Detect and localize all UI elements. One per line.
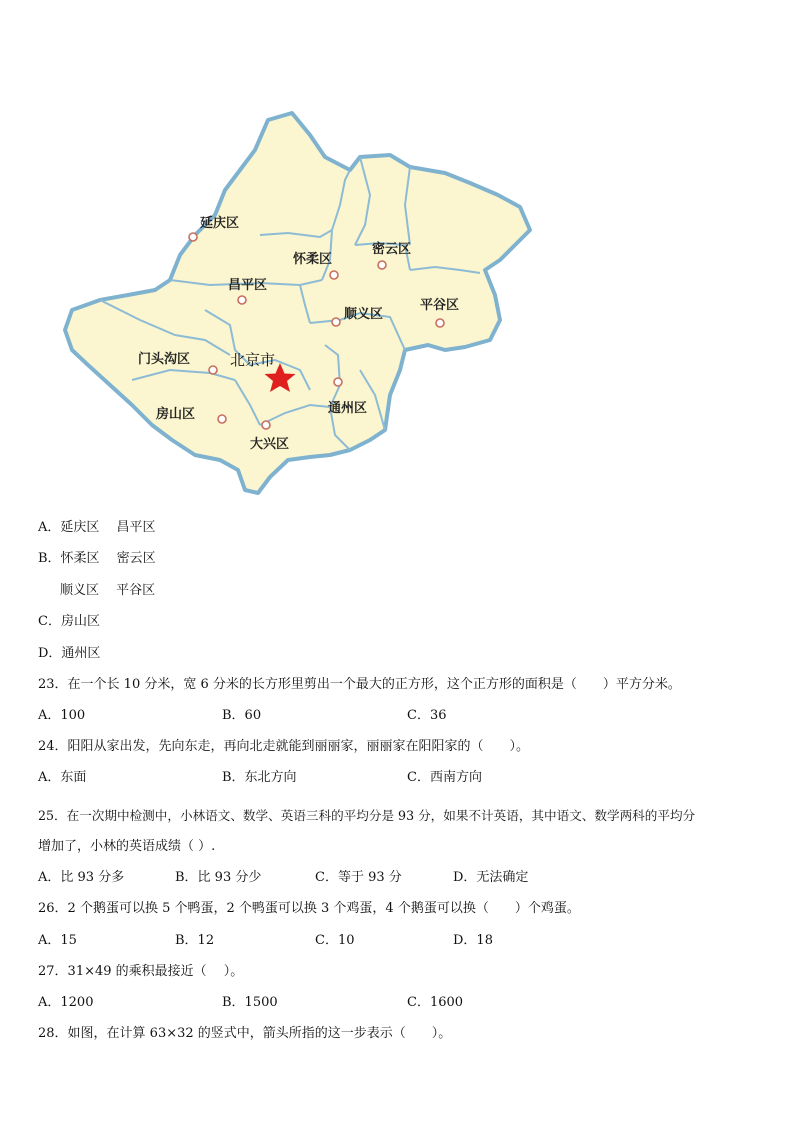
q26-stem: 26．2 个鹅蛋可以换 5 个鸭蛋，2 个鸭蛋可以换 3 个鸡蛋，4 个鹅蛋可以换（ ）个鸡蛋。: [38, 901, 580, 916]
q24-stem: 24．阳阳从家出发，先向东走，再向北走就能到丽丽家，丽丽家在阳阳家的（ ）。: [38, 739, 530, 754]
q24-option-a: A．东面: [38, 770, 87, 785]
q22-option-c: C．房山区: [38, 614, 100, 629]
q25-stem-line1: 25．在一次期中检测中，小林语文、数学、英语三科的平均分是 93 分，如果不计英语，其中语文、数学两科的平均分: [38, 808, 696, 823]
map-label-miyun: 密云区: [372, 242, 412, 257]
q27-option-c: C．1600: [407, 995, 464, 1010]
q24-option-c: C．西南方向: [407, 770, 482, 785]
q25-option-d: D．无法确定: [453, 870, 529, 885]
map-dot-yanqing: [189, 233, 197, 241]
q25-option-b: B．比 93 分少: [175, 870, 262, 885]
map-label-shunyi: 顺义区: [344, 307, 384, 322]
q22-option-a: A．延庆区 昌平区: [38, 520, 156, 535]
q26-option-a: A．15: [38, 933, 77, 948]
map-label-pinggu: 平谷区: [420, 298, 460, 313]
map-dot-fangshan: [218, 415, 226, 423]
q22-option-b-line1: B．怀柔区 密云区: [38, 551, 156, 566]
q25-option-a: A．比 93 分多: [38, 870, 125, 885]
map-dot-huairou: [330, 271, 338, 279]
q22-option-d: D．通州区: [38, 646, 101, 661]
map-label-huairou: 怀柔区: [293, 252, 333, 267]
q22-option-b-line2: 顺义区 平谷区: [60, 583, 156, 598]
map-dot-changping: [238, 296, 246, 304]
beijing-map: [60, 95, 540, 505]
map-dot-shunyi: [332, 318, 340, 326]
q27-stem: 27．31×49 的乘积最接近（ ）。: [38, 964, 244, 979]
q23-option-a: A．100: [38, 708, 86, 723]
q27-option-b: B．1500: [222, 995, 278, 1010]
q28-stem: 28．如图，在计算 63×32 的竖式中，箭头所指的这一步表示（ ）。: [38, 1026, 452, 1041]
map-label-fangshan: 房山区: [156, 407, 196, 422]
q25-option-c: C．等于 93 分: [315, 870, 402, 885]
q23-option-b: B．60: [222, 708, 262, 723]
q26-option-c: C．10: [315, 933, 355, 948]
map-label-daxing: 大兴区: [250, 437, 290, 452]
q27-option-a: A．1200: [38, 995, 94, 1010]
map-label-yanqing: 延庆区: [200, 216, 240, 231]
map-label-capital: 北京市: [230, 351, 276, 369]
q25-stem-line2: 增加了，小林的英语成绩（ ）.: [38, 839, 216, 854]
map-outline: [65, 113, 530, 493]
q26-option-b: B．12: [175, 933, 215, 948]
q23-stem: 23．在一个长 10 分米，宽 6 分米的长方形里剪出一个最大的正方形，这个正方形的面积是（ ）平方分米。: [38, 677, 681, 692]
map-dot-daxing: [262, 421, 270, 429]
map-dot-pinggu: [436, 319, 444, 327]
map-label-changping: 昌平区: [228, 278, 268, 293]
map-label-mentougou: 门头沟区: [138, 352, 191, 367]
map-label-tongzhou: 通州区: [328, 401, 368, 416]
q23-option-c: C．36: [407, 708, 447, 723]
map-dot-tongzhou: [334, 378, 342, 386]
q24-option-b: B．东北方向: [222, 770, 297, 785]
q26-option-d: D．18: [453, 933, 493, 948]
map-dot-miyun: [378, 261, 386, 269]
map-dot-mentougou: [209, 366, 217, 374]
